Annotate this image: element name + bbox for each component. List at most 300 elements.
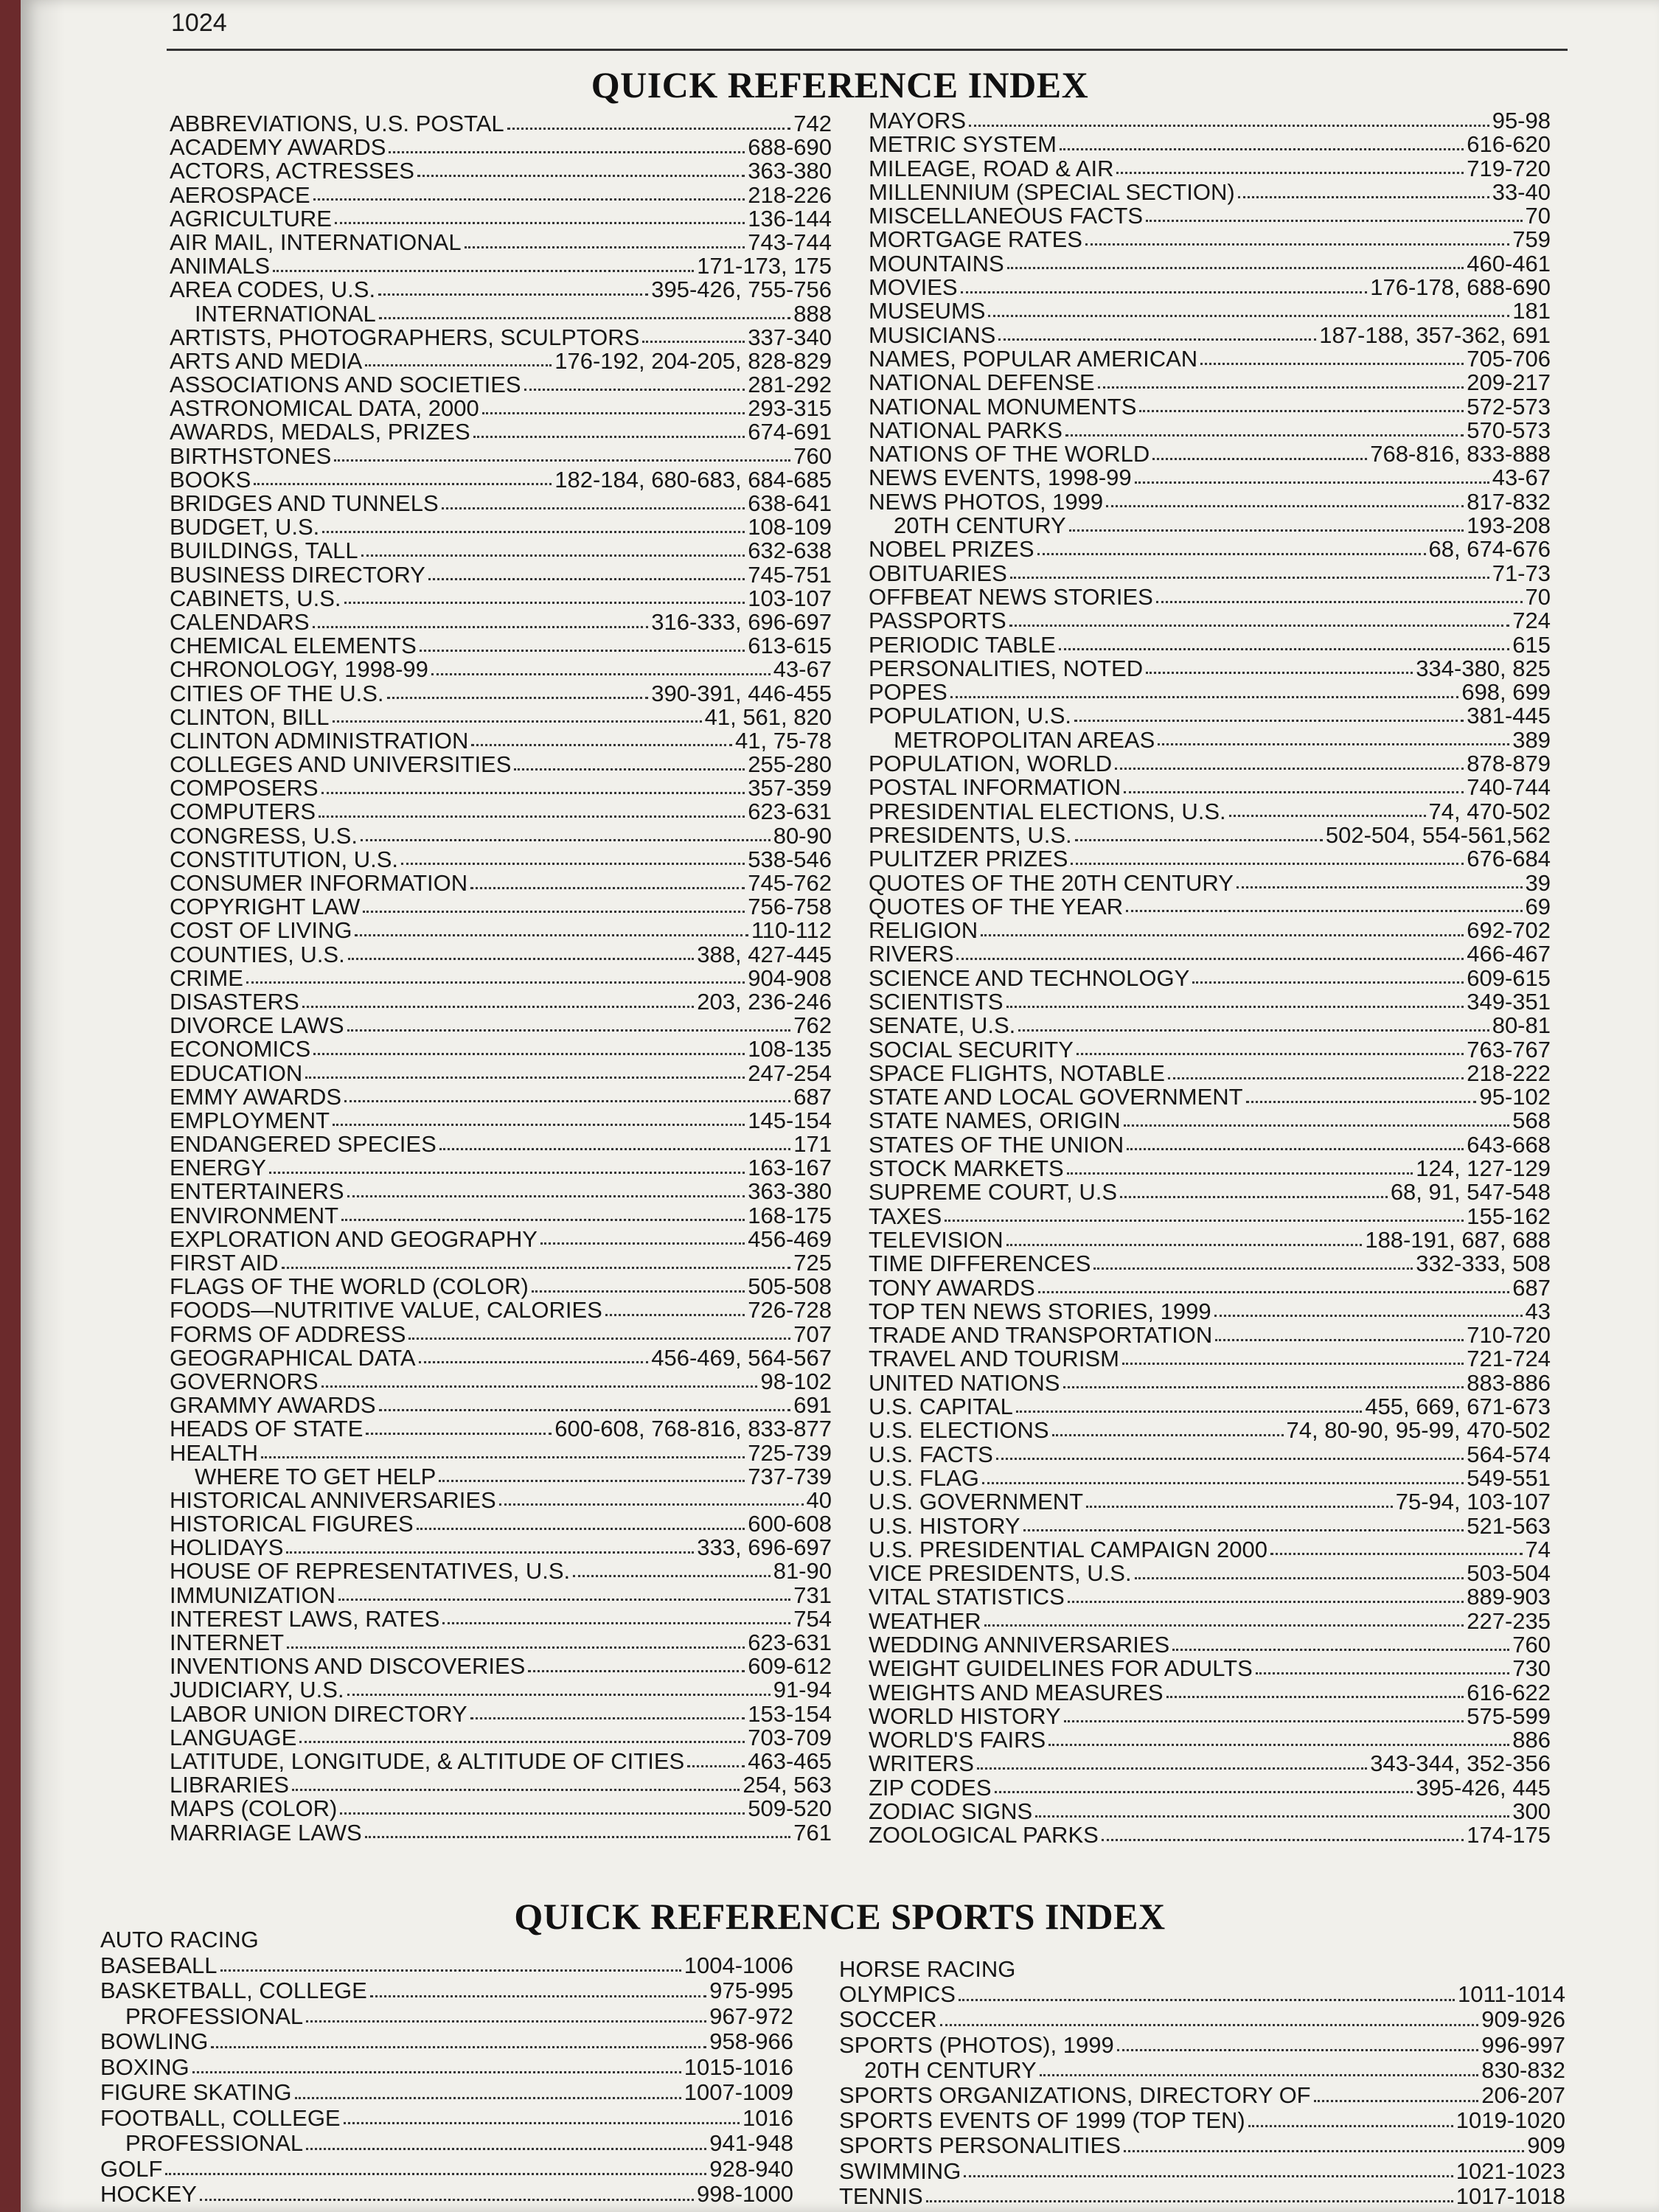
dot-leader [389, 151, 745, 153]
entry-pages: 176-192, 204-205, 828-829 [554, 347, 832, 374]
index-entry [869, 204, 1551, 228]
entry-label: RELIGION [869, 917, 978, 944]
index-entry [170, 682, 832, 706]
entry-label: JUDICIARY, U.S. [170, 1677, 344, 1703]
dot-leader [605, 1314, 745, 1316]
dot-leader [507, 128, 791, 130]
index-entry [100, 1954, 793, 1980]
dot-leader [1064, 1720, 1464, 1722]
entry-label: BIRTHSTONES [170, 442, 332, 469]
dot-leader [387, 697, 649, 699]
dot-leader [1059, 648, 1509, 650]
entry-pages: 193-208 [1467, 512, 1551, 539]
entry-label: ZIP CODES [869, 1774, 992, 1801]
index-entry [869, 633, 1551, 657]
entry-label: STATE NAMES, ORIGIN [869, 1107, 1121, 1134]
entry-label: WORLD'S FAIRS [869, 1727, 1046, 1753]
entry-pages: 538-546 [748, 846, 832, 872]
entry-label: BASKETBALL, COLLEGE [100, 1978, 367, 2003]
index-entry [170, 1773, 832, 1797]
dot-leader [1168, 1077, 1464, 1079]
index-entry [170, 943, 832, 967]
dot-leader [1214, 1315, 1523, 1317]
dot-leader [379, 1409, 791, 1411]
entry-pages: 726-728 [748, 1297, 832, 1324]
entry-label: LANGUAGE [170, 1724, 297, 1750]
dot-leader [305, 1077, 745, 1079]
index-entry [869, 1062, 1551, 1085]
index-entry [869, 1324, 1551, 1347]
dot-leader [995, 1791, 1413, 1793]
index-entry [170, 1109, 832, 1133]
entry-pages: 390-391, 446-455 [651, 680, 832, 706]
entry-pages: 68, 91, 547-548 [1390, 1179, 1551, 1206]
entry-pages: 564-574 [1467, 1441, 1551, 1467]
index-entry [170, 1512, 832, 1536]
entry-label: FOODS—NUTRITIVE VALUE, CALORIES [170, 1297, 602, 1324]
entry-label: ACTORS, ACTRESSES [170, 158, 414, 184]
dot-leader [417, 1528, 745, 1530]
entry-pages: 41, 561, 820 [704, 703, 832, 730]
dot-leader [1075, 839, 1323, 841]
entry-label: FORMS OF ADDRESS [170, 1321, 406, 1347]
entry-label: ENDANGERED SPECIES [170, 1131, 437, 1158]
entry-label: WORLD HISTORY [869, 1703, 1061, 1729]
index-entry [869, 919, 1551, 942]
entry-pages: 745-751 [748, 561, 832, 588]
index-entry [869, 562, 1551, 585]
entry-label: COMPUTERS [170, 799, 316, 825]
entry-label: SOCCER [839, 2006, 937, 2033]
index-entry [170, 964, 832, 991]
index-entry [869, 1133, 1551, 1157]
dot-leader [969, 125, 1489, 127]
entry-pages: 768-816, 833-888 [1370, 441, 1551, 467]
index-entry [170, 1655, 832, 1678]
entry-label: CONSTITUTION, U.S. [170, 846, 398, 872]
dot-leader [1126, 910, 1522, 912]
entry-pages: 676-684 [1467, 846, 1551, 872]
dot-leader [334, 459, 790, 462]
entry-label: U.S. GOVERNMENT [869, 1489, 1084, 1515]
dot-leader [1069, 529, 1464, 532]
index-entry [839, 2134, 1565, 2159]
index-entry [869, 1395, 1551, 1419]
dot-leader [419, 1361, 649, 1363]
dot-leader [945, 1220, 1464, 1222]
dot-leader [1127, 1148, 1464, 1150]
entry-pages: 363-380 [748, 158, 832, 184]
entry-label: INTEREST LAWS, RATES [170, 1605, 440, 1632]
entry-label: WHERE TO GET HELP [195, 1463, 437, 1489]
entry-pages: 181 [1512, 298, 1551, 324]
index-entry [170, 515, 832, 539]
entry-pages: 337-340 [748, 324, 832, 350]
entry-label: STOCK MARKETS [869, 1155, 1064, 1182]
entry-label: CITIES OF THE U.S. [170, 680, 384, 706]
index-entry [839, 2109, 1565, 2134]
entry-pages: 967-972 [709, 2003, 793, 2029]
dot-leader [1063, 1386, 1464, 1388]
entry-pages: 888 [793, 300, 832, 327]
entry-label: MISCELLANEOUS FACTS [869, 203, 1144, 229]
dot-leader [1215, 1339, 1464, 1341]
index-entry [170, 278, 832, 302]
index-entry [869, 299, 1551, 323]
index-title: QUICK REFERENCE INDEX [591, 64, 1089, 105]
index-entry [869, 1205, 1551, 1228]
entry-pages: 691 [793, 1392, 832, 1419]
entry-label: AIR MAIL, INTERNATIONAL [170, 229, 462, 255]
dot-leader [687, 1765, 745, 1767]
index-entry [869, 1109, 1551, 1133]
dot-leader [1074, 720, 1464, 722]
dot-leader [365, 1836, 791, 1838]
dot-leader [940, 2024, 1479, 2026]
entry-label: FOOTBALL, COLLEGE [100, 2104, 341, 2131]
entry-label: OFFBEAT NEWS STORIES [869, 583, 1153, 610]
entry-label: U.S. FACTS [869, 1441, 993, 1467]
entry-pages: 187-188, 357-362, 691 [1319, 321, 1551, 348]
entry-label: EXPLORATION AND GEOGRAPHY [170, 1225, 538, 1252]
index-entry [170, 1726, 832, 1750]
index-entry [170, 1417, 832, 1441]
index-entry [170, 302, 832, 326]
index-entry [170, 824, 832, 848]
index-entry [869, 371, 1551, 394]
dot-leader [1068, 1601, 1464, 1603]
dot-leader [292, 1789, 740, 1791]
index-entry [170, 492, 832, 515]
index-entry [869, 585, 1551, 609]
entry-label: 20TH CENTURY [864, 2056, 1037, 2083]
entry-pages: 730 [1512, 1655, 1551, 1682]
dot-leader [261, 1456, 745, 1458]
entry-pages: 171 [793, 1131, 832, 1158]
entry-pages: 316-333, 696-697 [651, 608, 832, 635]
index-entry [869, 347, 1551, 371]
index-entry [170, 1062, 832, 1085]
index-entry [170, 254, 832, 278]
entry-pages: 909 [1527, 2132, 1565, 2159]
entry-pages: 33-40 [1492, 178, 1551, 205]
index-entry [869, 1776, 1551, 1800]
index-entry [869, 1038, 1551, 1062]
dot-leader [341, 1219, 745, 1221]
index-entry [170, 1346, 832, 1370]
index-entry [170, 587, 832, 611]
entry-label: AEROSPACE [170, 181, 310, 208]
entry-label: SENATE, U.S. [869, 1012, 1016, 1039]
dot-leader [1010, 577, 1489, 579]
dot-leader [1037, 553, 1426, 555]
dot-leader [254, 483, 552, 485]
entry-pages: 745-762 [748, 870, 832, 896]
entry-pages: 638-641 [748, 490, 832, 516]
entry-label: LIBRARIES [170, 1772, 289, 1798]
entry-pages: 643-668 [1467, 1131, 1551, 1158]
entry-pages: 381-445 [1467, 703, 1551, 729]
dot-leader [499, 1503, 804, 1506]
entry-label: MILLENNIUM (SPECIAL SECTION) [869, 178, 1235, 205]
dot-leader [1093, 1267, 1413, 1270]
dot-leader [1124, 791, 1464, 793]
entry-pages: 95-98 [1492, 108, 1551, 133]
dot-leader [1238, 196, 1489, 198]
index-entry [869, 869, 1551, 896]
entry-label: HOLIDAYS [170, 1534, 284, 1561]
entry-pages: 687 [1512, 1274, 1551, 1301]
dot-leader [355, 934, 748, 936]
dot-leader [1035, 1815, 1509, 1818]
index-entry [170, 1133, 832, 1156]
dot-leader [1120, 1196, 1388, 1198]
entry-label: ECONOMICS [170, 1036, 311, 1062]
index-entry [170, 136, 832, 159]
dot-leader [1018, 1029, 1489, 1032]
dot-leader [313, 1053, 745, 1055]
entry-label: STATE AND LOCAL GOVERNMENT [869, 1084, 1243, 1110]
entry-pages: 996-997 [1481, 2031, 1565, 2058]
index-entry [839, 2008, 1565, 2033]
index-entry [869, 821, 1551, 848]
index-entry [100, 2005, 793, 2031]
index-entry [170, 990, 832, 1014]
entry-label: CONSUMER INFORMATION [170, 870, 468, 896]
dot-leader [1172, 1649, 1509, 1651]
entry-label: TRAVEL AND TOURISM [869, 1346, 1119, 1372]
entry-pages: 254, 563 [742, 1772, 832, 1798]
entry-pages: 388, 427-445 [697, 941, 832, 967]
entry-pages: 206-207 [1481, 2081, 1565, 2108]
dot-leader [1270, 1553, 1523, 1555]
entry-pages: 1019-1020 [1455, 2107, 1565, 2134]
entry-pages: 227-235 [1467, 1607, 1551, 1634]
dot-leader [344, 602, 745, 604]
entry-label: HEADS OF STATE [170, 1416, 364, 1442]
entry-pages: 830-832 [1481, 2056, 1565, 2083]
index-entry [170, 1251, 832, 1275]
entry-pages: 1015-1016 [684, 2053, 793, 2080]
dot-leader [287, 1646, 745, 1649]
entry-label: COST OF LIVING [170, 917, 352, 944]
dot-leader [420, 650, 745, 652]
dot-leader [361, 554, 745, 557]
dot-leader [313, 198, 745, 201]
index-entry [869, 178, 1551, 205]
dot-leader [984, 1624, 1464, 1627]
index-entry [839, 2157, 1565, 2185]
index-entry [170, 800, 832, 824]
index-entry [170, 1037, 832, 1061]
entry-label: MOVIES [869, 274, 958, 301]
index-entry [869, 1300, 1551, 1324]
dot-leader [1106, 505, 1464, 507]
entry-label: MILEAGE, ROAD & AIR [869, 155, 1114, 181]
entry-pages: 763-767 [1467, 1036, 1551, 1062]
entry-pages: 1011-1014 [1458, 1981, 1565, 2008]
entry-pages: 395-426, 755-756 [651, 276, 832, 303]
index-entry [170, 181, 832, 208]
entry-pages: 174-175 [1467, 1822, 1551, 1848]
dot-leader [981, 934, 1464, 936]
entry-label: DISASTERS [170, 988, 299, 1015]
sports-index-title: QUICK REFERENCE SPORTS INDEX [514, 1896, 1166, 1937]
entry-pages: 80-81 [1492, 1012, 1551, 1039]
index-entry [869, 1514, 1551, 1538]
entry-pages: 760 [1512, 1632, 1551, 1658]
index-entry [869, 1252, 1551, 1276]
entry-pages: 688-690 [748, 134, 832, 161]
dot-leader [192, 2071, 681, 2073]
entry-pages: 75-94, 103-107 [1395, 1489, 1551, 1515]
dot-leader [1156, 601, 1523, 603]
entry-pages: 575-599 [1467, 1703, 1551, 1729]
index-entry [170, 1678, 832, 1702]
dot-leader [1006, 1244, 1363, 1246]
entry-pages: 95-102 [1479, 1084, 1551, 1110]
entry-label: U.S. ELECTIONS [869, 1417, 1049, 1444]
index-entry [170, 1797, 832, 1820]
entry-label: VICE PRESIDENTS, U.S. [869, 1560, 1132, 1587]
entry-label: PROFESSIONAL [125, 2130, 304, 2156]
index-entry [170, 729, 832, 753]
entry-pages: 70 [1525, 203, 1551, 229]
dot-leader [1023, 1529, 1464, 1531]
entry-label: SCIENCE AND TECHNOLOGY [869, 964, 1190, 991]
index-entry [170, 397, 832, 420]
index-entry [170, 1085, 832, 1109]
entry-label: METROPOLITAN AREAS [894, 726, 1155, 753]
dot-leader [956, 958, 1464, 960]
entry-pages: 463-465 [748, 1747, 832, 1774]
dot-leader [528, 1670, 745, 1672]
index-entry [869, 1419, 1551, 1442]
index-entry [170, 1298, 832, 1322]
entry-label: ABBREVIATIONS, U.S. POSTAL [170, 111, 504, 136]
entry-label: NEWS EVENTS, 1998-99 [869, 465, 1132, 491]
entry-label: IMMUNIZATION [170, 1582, 336, 1608]
entry-label: ASTRONOMICAL DATA, 2000 [170, 395, 479, 422]
dot-leader [379, 317, 791, 319]
dot-leader [1135, 1577, 1464, 1579]
dot-leader [370, 1995, 706, 1997]
entry-label: BOXING [100, 2053, 189, 2080]
index-entry [869, 466, 1551, 490]
entry-pages: 395-426, 445 [1416, 1774, 1551, 1801]
index-entry [869, 1633, 1551, 1657]
entry-label: TENNIS [839, 2183, 923, 2209]
dot-leader [473, 436, 745, 438]
index-entry [170, 1156, 832, 1180]
entry-pages: 756-758 [748, 894, 832, 920]
entry-pages: 623-631 [748, 799, 832, 825]
index-entry [869, 1371, 1551, 1395]
index-entry [869, 514, 1551, 538]
dot-leader [1006, 1006, 1464, 1008]
index-entry [170, 231, 832, 254]
entry-label: U.S. CAPITAL [869, 1394, 1013, 1420]
index-entry [170, 1394, 832, 1417]
dot-leader [532, 1290, 745, 1293]
dot-leader [482, 412, 745, 414]
entry-label: MARRIAGE LAWS [170, 1819, 362, 1846]
dot-leader [1314, 2100, 1479, 2102]
entry-pages: 182-184, 680-683, 684-685 [554, 466, 832, 493]
entry-label: CALENDARS [170, 608, 310, 635]
entry-label: SPORTS PERSONALITIES [839, 2132, 1121, 2159]
dot-leader [366, 1433, 552, 1435]
index-entry [170, 1607, 832, 1631]
entry-label: COPYRIGHT LAW [170, 894, 361, 920]
entry-label: POPES [869, 679, 947, 706]
dot-leader [335, 222, 745, 224]
index-entry [100, 2104, 793, 2132]
dot-leader [471, 744, 732, 746]
entry-label: GEOGRAPHICAL DATA [170, 1344, 416, 1371]
entry-pages: 615 [1512, 631, 1551, 658]
dot-leader [926, 2200, 1453, 2202]
entry-label: BUILDINGS, TALL [170, 538, 358, 564]
index-entry [869, 1490, 1551, 1514]
entry-label: NATIONAL PARKS [869, 417, 1062, 443]
entry-label: METRIC SYSTEM [869, 131, 1057, 158]
index-entry [869, 252, 1551, 276]
index-entry [170, 112, 832, 136]
entry-pages: 740-744 [1467, 774, 1551, 801]
entry-pages: 687 [793, 1083, 832, 1110]
index-entry [170, 1014, 832, 1037]
entry-label: WEATHER [869, 1607, 981, 1634]
index-entry [869, 1705, 1551, 1728]
entry-pages: 889-903 [1467, 1584, 1551, 1610]
entry-label: HOCKEY [100, 2181, 197, 2207]
index-entry [869, 847, 1551, 871]
dot-leader [977, 1767, 1367, 1770]
entry-pages: 743-744 [748, 229, 832, 255]
index-entry [869, 704, 1551, 728]
entry-pages: 357-359 [748, 775, 832, 801]
dot-leader [1016, 1411, 1363, 1413]
index-entry [170, 895, 832, 919]
entry-pages: 878-879 [1467, 751, 1551, 777]
index-entry [869, 1728, 1551, 1752]
entry-pages: 171-173, 175 [697, 253, 832, 279]
dot-leader [1192, 981, 1464, 984]
page-number: 1024 [171, 9, 227, 37]
index-entry [100, 2030, 793, 2056]
dot-leader [1077, 1053, 1464, 1055]
entry-label: RIVERS [869, 941, 954, 967]
index-entry [869, 133, 1551, 156]
entry-pages: 616-620 [1467, 131, 1551, 158]
index-entry [170, 1821, 832, 1845]
entry-label: CABINETS, U.S. [170, 585, 341, 611]
index-entry [869, 609, 1551, 633]
dot-leader [1124, 2150, 1524, 2152]
entry-pages: 455, 669, 671-673 [1365, 1394, 1551, 1420]
index-entry [839, 2056, 1565, 2084]
dot-leader [1115, 768, 1464, 770]
entry-pages: 255-280 [748, 751, 832, 778]
dot-leader [1067, 1172, 1413, 1175]
dot-leader [1237, 886, 1523, 888]
entry-pages: 600-608, 768-816, 833-877 [554, 1416, 832, 1442]
entry-label: NATIONAL MONUMENTS [869, 393, 1137, 420]
index-entry [869, 1562, 1551, 1585]
entry-label: 20TH CENTURY [894, 512, 1066, 539]
index-entry [170, 919, 832, 942]
